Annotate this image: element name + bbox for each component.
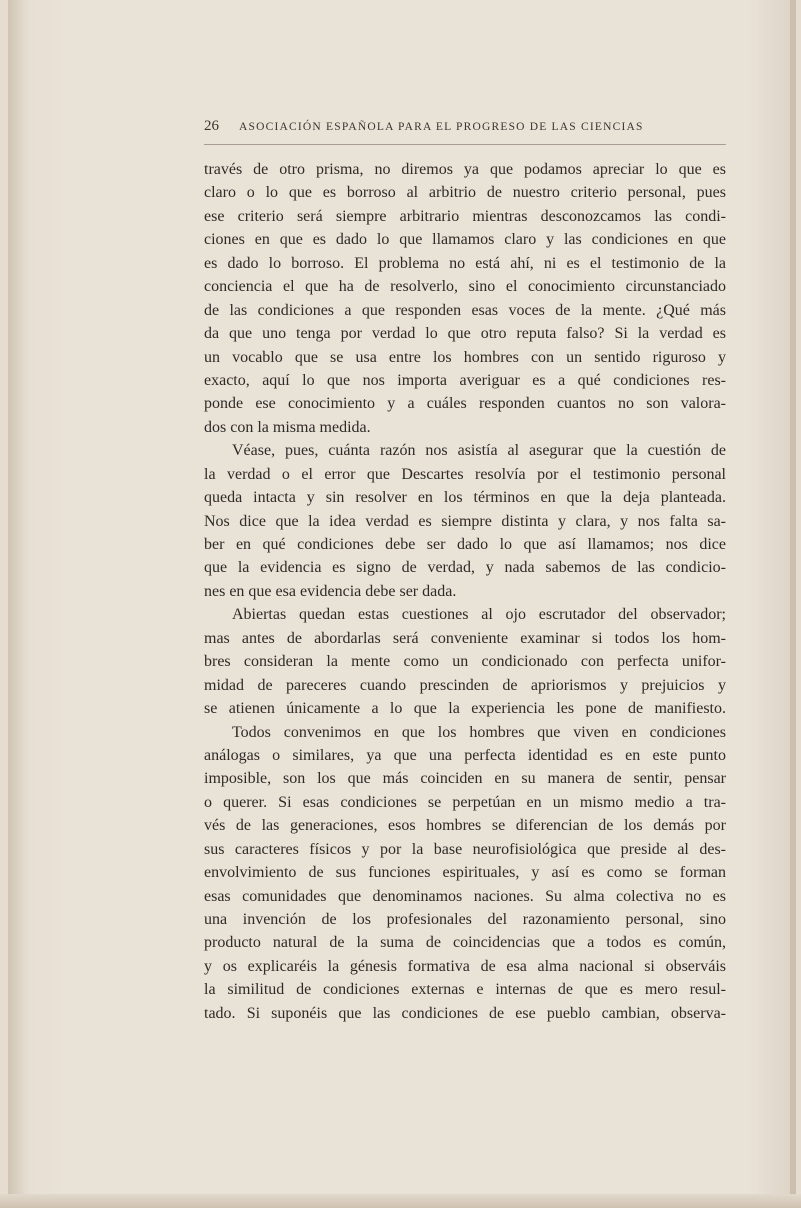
text-line: que la evidencia es signo de verdad, y nada sabemos de las condicio- <box>204 559 726 577</box>
text-line: ber en qué condiciones debe ser dado lo que así llamamos; nos dice <box>204 536 726 553</box>
text-line: sus caracteres físicos y por la base neurofisiológica que preside al des- <box>204 840 726 858</box>
text-line: conciencia el que ha de resolverlo, sino el conocimiento circunstanciado <box>204 278 726 296</box>
text-line: un vocablo que se usa entre los hombres con un sentido riguroso y <box>204 348 726 366</box>
text-line: Nos dice que la idea verdad es siempre distinta y clara, y nos falta sa- <box>204 512 726 530</box>
body-text <box>204 158 726 1025</box>
text-line: es dado lo borroso. El problema no está ahí, ni es el testimonio de la <box>204 254 726 272</box>
page-bottom-edge <box>0 1194 801 1208</box>
running-head <box>204 118 726 135</box>
text-line: análogas o similares, ya que una perfecta identidad es en este punto <box>204 746 726 764</box>
text-line: de las condiciones a que responden esas voces de la mente. ¿Qué más <box>204 301 726 319</box>
text-line: o querer. Si esas condiciones se perpetúan en un mismo medio a tra- <box>204 793 726 811</box>
text-line: da que uno tenga por verdad lo que otro reputa falso? Si la verdad es <box>204 325 726 343</box>
text-line: una invención de los profesionales del razonamiento personal, sino <box>204 911 726 928</box>
text-line: dos con la misma medida. <box>204 418 371 436</box>
header-rule <box>204 144 726 145</box>
text-line: imposible, son los que más coinciden en su manera de sentir, pensar <box>204 770 726 788</box>
page-gutter <box>8 0 24 1208</box>
text-line: se atienen únicamente a lo que la experiencia les pone de manifiesto. <box>204 700 726 718</box>
text-line: través de otro prisma, no diremos ya que podamos apreciar lo que es <box>204 161 726 178</box>
text-line: ciones en que es dado lo que llamamos claro y las condiciones en que <box>204 231 726 249</box>
text-line: tado. Si suponéis que las condiciones de ese pueblo cambian, observa- <box>204 1004 726 1022</box>
text-line: Véase, pues, cuánta razón nos asistía al asegurar que la cuestión de <box>232 442 726 460</box>
text-line: bres consideran la mente como un condicionado con perfecta unifor- <box>204 653 726 671</box>
text-line: la similitud de condiciones externas e internas de que es mero resul- <box>204 981 726 999</box>
text-line: Todos convenimos en que los hombres que viven en condiciones <box>232 723 726 741</box>
text-line: envolvimiento de sus funciones espirituales, y así es como se forman <box>204 864 726 882</box>
running-title: ASOCIACIÓN ESPAÑOLA PARA EL PROGRESO DE LAS CIENCIAS <box>239 121 644 133</box>
text-line: ponde ese conocimiento y a cuáles responden cuantos no son valora- <box>204 395 726 413</box>
text-line: claro o lo que es borroso al arbitrio de nuestro criterio personal, pues <box>204 184 726 202</box>
text-line: nes en que esa evidencia debe ser dada. <box>204 582 457 600</box>
text-line: vés de las generaciones, esos hombres se diferencian de los demás por <box>204 817 726 835</box>
page-number: 26 <box>204 118 219 134</box>
text-line: esas comunidades que denominamos naciones. Su alma colectiva no es <box>204 887 726 905</box>
text-line: queda intacta y sin resolver en los términos en que la deja planteada. <box>204 489 726 507</box>
text-line: midad de pareceres cuando prescinden de apriorismos y prejuicios y <box>204 676 726 694</box>
text-line: mas antes de abordarlas será conveniente examinar si todos los hom- <box>204 629 726 647</box>
text-line: y os explicaréis la génesis formativa de esa alma nacional si observáis <box>204 957 726 975</box>
text-line: Abiertas quedan estas cuestiones al ojo escrutador del observador; <box>232 606 726 624</box>
page-edge <box>790 0 796 1208</box>
text-line: producto natural de la suma de coincidencias que a todos es común, <box>204 934 726 952</box>
text-line: la verdad o el error que Descartes resolvía por el testimonio personal <box>204 465 726 483</box>
text-line: exacto, aquí lo que nos importa averiguar es a qué condiciones res- <box>204 371 726 389</box>
text-line: ese criterio será siempre arbitrario mientras desconozcamos las condi- <box>204 207 726 225</box>
